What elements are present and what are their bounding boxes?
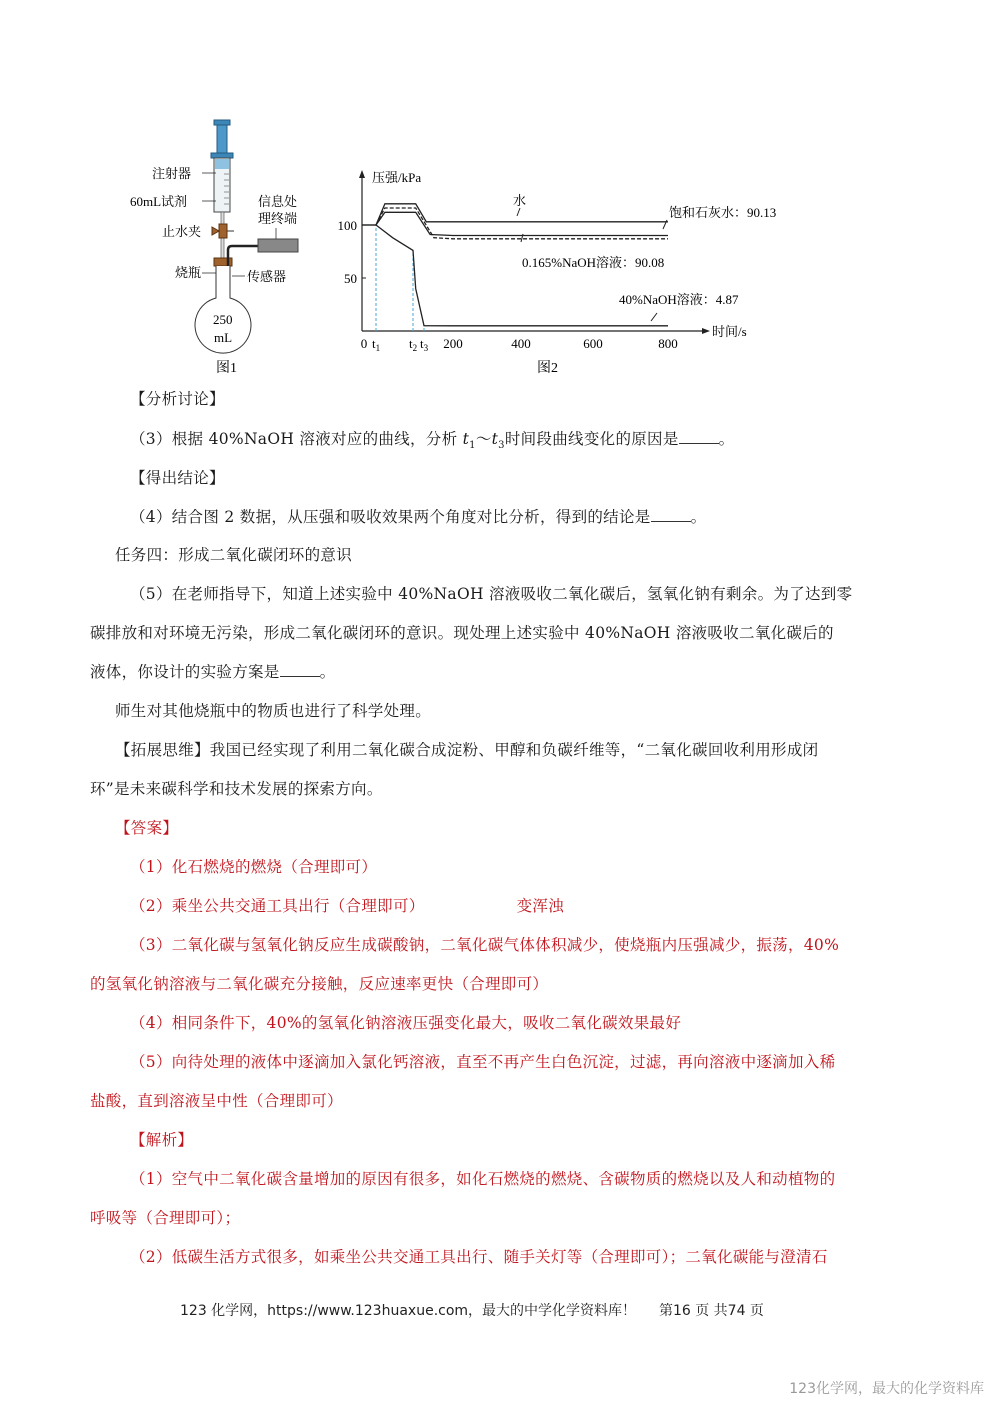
question-3-text-b: 时间段曲线变化的原因是 [504, 430, 679, 448]
answer-2 [130, 894, 564, 916]
question-5-text: 液体，你设计的实验方案是 [90, 663, 280, 681]
question-4 [130, 505, 706, 527]
x-tick-label: 800 [658, 336, 678, 351]
figure-1-caption: 图1 [216, 361, 237, 376]
label-sensor: 传感器 [247, 269, 287, 284]
annotation-limewater: 饱和石灰水：90.13 [669, 205, 777, 220]
water-clamp [219, 224, 227, 238]
annotation-naoh-0165: 0.165%NaOH溶液：90.08 [522, 255, 665, 270]
answer-4: （4）相同条件下，40%的氢氧化钠溶液压强变化最大，吸收二氧化碳效果最好 [130, 1014, 682, 1032]
x-tick-label: $t_3$ [419, 336, 429, 353]
question-5-line-3 [90, 660, 335, 682]
answer-1: （1）化石燃烧的燃烧（合理即可） [130, 858, 378, 876]
figure-2-caption: 图2 [537, 361, 558, 376]
period: 。 [718, 430, 735, 448]
label-volume-1: 250 [213, 312, 233, 327]
period: 。 [690, 508, 707, 526]
y-axis-arrow [359, 170, 365, 178]
syringe-plunger-head [215, 159, 229, 169]
chart-axes [359, 170, 710, 334]
answer-heading: 【答案】 [115, 819, 179, 837]
label-reagent: 60mL试剂 [130, 194, 188, 209]
y-axis-label: 压强/kPa [372, 170, 422, 185]
x-tick-label: 600 [583, 336, 603, 351]
label-terminal-2: 理终端 [258, 211, 298, 226]
x-tick-label: 0 [360, 336, 368, 351]
series-line-3 [376, 225, 668, 326]
answer-3-line-2: 的氢氧化钠溶液与二氧化碳充分接触，反应速率更快（合理即可） [90, 975, 549, 993]
question-3-text-a: （3）根据 40%NaOH 溶液对应的曲线，分析 [130, 430, 463, 448]
x-tick-label: 200 [443, 336, 463, 351]
watermark: 123化学网，最大的化学资料库 [789, 1381, 984, 1397]
syringe-flange [211, 153, 233, 158]
annotation-naoh-40: 40%NaOH溶液：4.87 [619, 292, 739, 307]
series-line-2 [376, 208, 668, 239]
answer-3-line-1: （3）二氧化碳与氢氧化钠反应生成碳酸钠，二氧化碳气体体积减少，使烧瓶内压强减少，振荡，40% [130, 936, 840, 954]
label-flask: 烧瓶 [175, 265, 202, 280]
heading-conclusion: 【得出结论】 [130, 469, 225, 487]
label-syringe: 注射器 [152, 166, 192, 181]
analysis-heading: 【解析】 [130, 1131, 194, 1149]
heading-analysis: 【分析讨论】 [130, 390, 225, 408]
flask-stopper [214, 258, 232, 266]
answer-2-text: （2）乘坐公共交通工具出行（合理即可） [130, 897, 425, 915]
analysis-1-line-1: （1）空气中二氧化碳含量增加的原因有很多，如化石燃烧的燃烧、含碳物质的燃烧以及人和动植物的 [130, 1170, 836, 1188]
task-4-heading: 任务四：形成二氧化碳闭环的意识 [115, 546, 353, 564]
annotation-water: 水 [513, 193, 527, 208]
extension-line-1: 【拓展思维】我国已经实现了利用二氧化碳合成淀粉、甲醇和负碳纤维等，“二氧化碳回收利用形成闭 [115, 741, 819, 759]
footer-site: 123 化学网，https://www.123huaxue.com，最大的中学化学资料库！ [180, 1303, 637, 1319]
page-footer [180, 1300, 764, 1320]
label-terminal-1: 信息处 [258, 194, 298, 209]
extension-line-2: 环”是未来碳科学和技术发展的探索方向。 [90, 780, 383, 798]
tilde: ～ [475, 430, 492, 448]
figure-2-chart [330, 160, 830, 375]
question-5-line-2: 碳排放和对环境无污染，形成二氧化碳闭环的意识。现处理上述实验中 40%NaOH 溶液吸收二氧化碳后的 [90, 624, 834, 642]
figure-1-apparatus [130, 110, 340, 380]
answer-blank-5[interactable] [280, 662, 320, 677]
answer-5-line-2: 盐酸，直到溶液呈中性（合理即可） [90, 1092, 343, 1110]
x-axis-label: 时间/s [712, 324, 747, 339]
analysis-1-line-2: 呼吸等（合理即可）； [90, 1209, 241, 1227]
syringe-plunger-rod [217, 125, 227, 155]
answer-blank-3[interactable] [679, 429, 719, 444]
period: 。 [319, 663, 336, 681]
t1-symbol: t [462, 430, 470, 448]
label-clamp: 止水夹 [162, 224, 202, 239]
answer-blank-4[interactable] [651, 507, 691, 522]
footer-page-number: 第16 页 共74 页 [658, 1303, 764, 1319]
label-volume-2: mL [214, 330, 233, 345]
y-tick-label: 100 [337, 218, 357, 233]
y-tick-label: 50 [344, 271, 357, 286]
question-4-text: （4）结合图 2 数据，从压强和吸收效果两个角度对比分析，得到的结论是 [130, 508, 651, 526]
terminal-box [258, 239, 298, 252]
series-line-1 [362, 212, 668, 235]
x-tick-label: $t_2$ [408, 336, 418, 353]
x-tick-label: 400 [511, 336, 531, 351]
question-3 [130, 427, 734, 451]
question-5-line-1: （5）在老师指导下，知道上述实验中 40%NaOH 溶液吸收二氧化碳后，氢氧化钠有剩余。为了达到零 [130, 585, 853, 603]
answer-2-second: 变浑浊 [516, 897, 564, 915]
t3-subscript: 3 [498, 440, 505, 452]
syringe-plunger-cap [214, 120, 230, 125]
analysis-2-line-1: （2）低碳生活方式很多，如乘坐公共交通工具出行、随手关灯等（合理即可）；二氧化碳能与澄清石 [130, 1248, 828, 1266]
teacher-note: 师生对其他烧瓶中的物质也进行了科学处理。 [115, 702, 432, 720]
x-tick-label: $t_1$ [371, 336, 381, 353]
t1-subscript: 1 [469, 440, 476, 452]
t3-symbol: t [491, 430, 499, 448]
answer-5-line-1: （5）向待处理的液体中逐滴加入氯化钙溶液，直至不再产生白色沉淀，过滤，再向溶液中逐滴加入稀 [130, 1053, 836, 1071]
x-axis-arrow [702, 328, 710, 334]
